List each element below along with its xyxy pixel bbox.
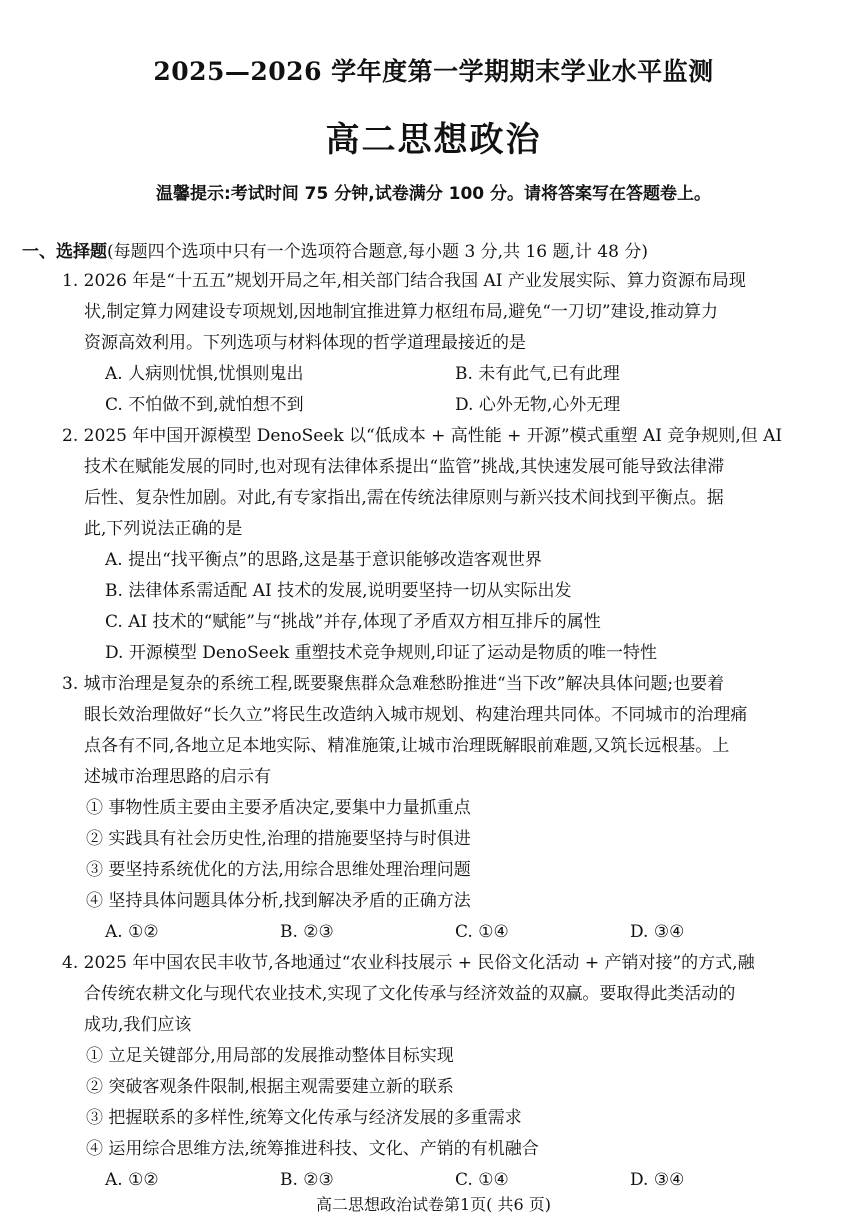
subject-title: 高二思想政治: [325, 120, 542, 160]
exam-tip: 温馨提示:考试时间 75 分钟,试卷满分 100 分。请将答案写在答题卷上。: [155, 184, 712, 204]
q2-line-1: 2. 2025 年中国开源模型 DenoSeek 以“低成本 + 高性能 + 开源”模式重塑 AI 竞争规则,但 AI: [62, 426, 783, 446]
q4-option-d: D. ③④: [630, 1170, 685, 1190]
q4-option-c: C. ①④: [455, 1170, 509, 1190]
exam-title: 2025—2026 学年度第一学期期末学业水平监测: [153, 57, 714, 86]
q2-line-2: 技术在赋能发展的同时,也对现有法律体系提出“监管”挑战,其快速发展可能导致法律滞: [84, 457, 725, 477]
q4-statement-4: ④ 运用综合思维方法,统筹推进科技、文化、产销的有机融合: [86, 1139, 539, 1159]
q1-line-3: 资源高效利用。下列选项与材料体现的哲学道理最接近的是: [84, 333, 526, 353]
q4-statement-2: ② 突破客观条件限制,根据主观需要建立新的联系: [86, 1077, 454, 1097]
q4-statement-1: ① 立足关键部分,用局部的发展推动整体目标实现: [86, 1046, 454, 1066]
q4-option-a: A. ①②: [105, 1170, 159, 1190]
q3-line-1: 3. 城市治理是复杂的系统工程,既要聚焦群众急难愁盼推进“当下改”解决具体问题;也要着: [62, 674, 725, 694]
q4-line-3: 成功,我们应该: [84, 1015, 192, 1035]
q3-option-b: B. ②③: [280, 922, 334, 942]
section-heading: [22, 241, 648, 263]
q1-line-2: 状,制定算力网建设专项规划,因地制宜推进算力枢纽布局,避免“一刀切”建设,推动算力: [84, 302, 718, 322]
q1-option-d: D. 心外无物,心外无理: [455, 395, 621, 415]
q4-line-1: 4. 2025 年中国农民丰收节,各地通过“农业科技展示 + 民俗文化活动 + 产销对接”的方式,融: [62, 953, 755, 973]
page-footer: 高二思想政治试卷第1页( 共6 页): [315, 1195, 552, 1214]
q2-line-3: 后性、复杂性加剧。对此,有专家指出,需在传统法律原则与新兴技术间找到平衡点。据: [84, 488, 724, 508]
q2-option-a: A. 提出“找平衡点”的思路,这是基于意识能够改造客观世界: [105, 550, 542, 570]
q3-statement-4: ④ 坚持具体问题具体分析,找到解决矛盾的正确方法: [86, 891, 471, 911]
q3-statement-3: ③ 要坚持系统优化的方法,用综合思维处理治理问题: [86, 860, 471, 880]
q1-option-a: A. 人病则忧惧,忧惧则鬼出: [105, 364, 304, 384]
q1-option-c: C. 不怕做不到,就怕想不到: [105, 395, 304, 415]
q2-option-d: D. 开源模型 DenoSeek 重塑技术竞争规则,印证了运动是物质的唯一特性: [105, 643, 657, 663]
q1-line-1: 1. 2026 年是“十五五”规划开局之年,相关部门结合我国 AI 产业发展实际、算力资源布局现: [62, 271, 746, 291]
q3-line-3: 点各有不同,各地立足本地实际、精准施策,让城市治理既解眼前难题,又筑长远根基。上: [84, 736, 730, 756]
q3-option-d: D. ③④: [630, 922, 685, 942]
section-title: 一、选择题: [22, 242, 107, 262]
q4-statement-3: ③ 把握联系的多样性,统筹文化传承与经济发展的多重需求: [86, 1108, 522, 1128]
q4-line-2: 合传统农耕文化与现代农业技术,实现了文化传承与经济效益的双赢。要取得此类活动的: [84, 984, 736, 1004]
q2-option-c: C. AI 技术的“赋能”与“挑战”并存,体现了矛盾双方相互排斥的属性: [105, 612, 601, 632]
q3-option-c: C. ①④: [455, 922, 509, 942]
q3-statement-2: ② 实践具有社会历史性,治理的措施要坚持与时俱进: [86, 829, 471, 849]
q4-option-b: B. ②③: [280, 1170, 334, 1190]
q3-line-4: 述城市治理思路的启示有: [84, 767, 271, 787]
q2-line-4: 此,下列说法正确的是: [84, 519, 243, 539]
q3-option-a: A. ①②: [105, 922, 159, 942]
q3-statement-1: ① 事物性质主要由主要矛盾决定,要集中力量抓重点: [86, 798, 471, 818]
q2-option-b: B. 法律体系需适配 AI 技术的发展,说明要坚持一切从实际出发: [105, 581, 572, 601]
q3-line-2: 眼长效治理做好“长久立”将民生改造纳入城市规划、构建治理共同体。不同城市的治理痛: [84, 705, 748, 725]
section-desc: (每题四个选项中只有一个选项符合题意,每小题 3 分,共 16 题,计 48 分): [107, 242, 648, 262]
q1-option-b: B. 未有此气,已有此理: [455, 364, 620, 384]
